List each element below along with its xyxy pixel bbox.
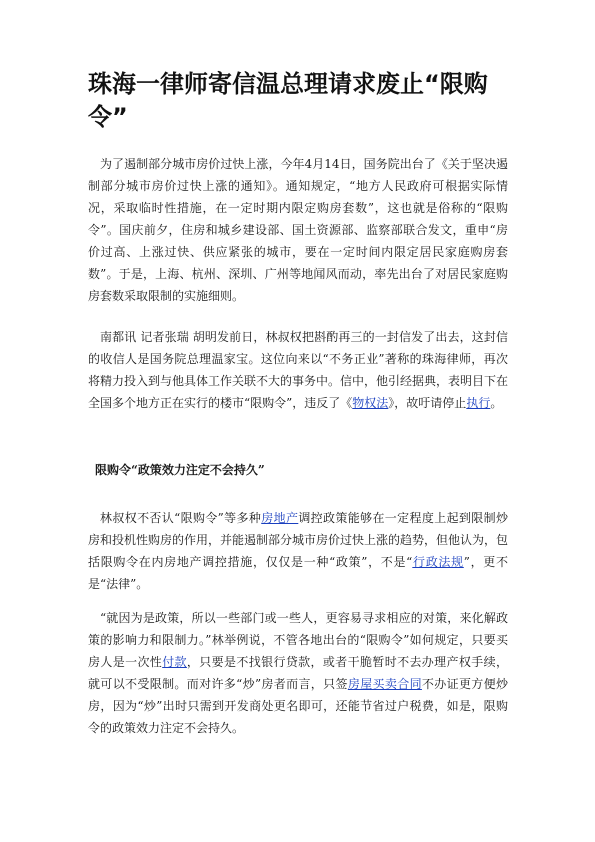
link-administrative-regulation[interactable]: 行政法规 (412, 555, 464, 569)
paragraph-example (88, 607, 508, 739)
paragraph-text: 》，故吁请停止 (388, 396, 467, 410)
link-house-sale-contract[interactable]: 房屋买卖合同 (347, 677, 422, 691)
paragraph-text: “就因为是政策，所以一些部门或一些人，更容易寻求相应的对策，来化解政策的影响力和限制力。”林举例说，不管各地出台的“限购令”如何规定，只要买房人是一次性 (88, 611, 508, 669)
link-payment[interactable]: 付款 (162, 655, 187, 669)
paragraph-text: 南都讯 记者张瑞 胡明发前日，林叔权把斟酌再三的一封信发了出去，这封信的收信人是国务院总理温家宝。这位向来以“不务正业”著称的珠海律师，再次将精力投入到与他具体工作关联不大的事务中。信中，他引经据典，表明目下在全国多个地方正在实行的楼市“限购令”，违反了《 (88, 330, 509, 410)
paragraph-text: ，只要是不找银行贷款，或者干脆暂时不去办理产权手续，就可以不受限制。而对许多“炒”房者而言，只签 (88, 655, 508, 691)
paragraph-text: 不办证更方便炒房，因为“炒”出时只需到开发商处更名即可，还能节省过户税费，如是，限购令的政策效力注定不会持久。 (88, 677, 508, 735)
paragraph-text: ”，更不是“法律”。 (88, 555, 508, 591)
paragraph-text: 调控政策能够在一定程度上起到限制炒房和投机性购房的作用，并能遏制部分城市房价过快上涨的趋势，但他认为，包括限购令在内房地产调控措施，仅仅是一种“政策”，不是“ (88, 511, 509, 569)
link-execute[interactable]: 执行 (466, 396, 491, 410)
paragraph-letter (88, 326, 508, 414)
section-heading: 限购令“政策效力注定不会持久” (95, 463, 265, 477)
link-real-estate[interactable]: 房地产 (261, 511, 299, 525)
article-title: 珠海一律师寄信温总理请求废止“限购令” (88, 70, 488, 131)
paragraph-policy (88, 507, 508, 595)
link-property-law[interactable]: 物权法 (352, 396, 389, 410)
paragraph-text: 林叔权不否认“限购令”等多种 (100, 511, 262, 525)
paragraph-text: 。 (490, 396, 503, 410)
paragraph-background: 为了遏制部分城市房价过快上涨，今年4月14日，国务院出台了《关于坚决遏制部分城市房价过快上涨的通知》。通知规定，“地方人民政府可根据实际情况，采取临时性措施，在一定时期内限定购房套数”，这也就是俗称的“限购令”。国庆前夕，住房和城乡建设部、国土资源部、监察部联合发文，重申“房价过高、上涨过快、供应紧张的城市，要在一定时间内限定居民家庭购房套数”。于是，上海、杭州、深圳、广州等地闻风而动，率先出台了对居民家庭购房套数采取限制的实施细则。 (88, 157, 508, 303)
